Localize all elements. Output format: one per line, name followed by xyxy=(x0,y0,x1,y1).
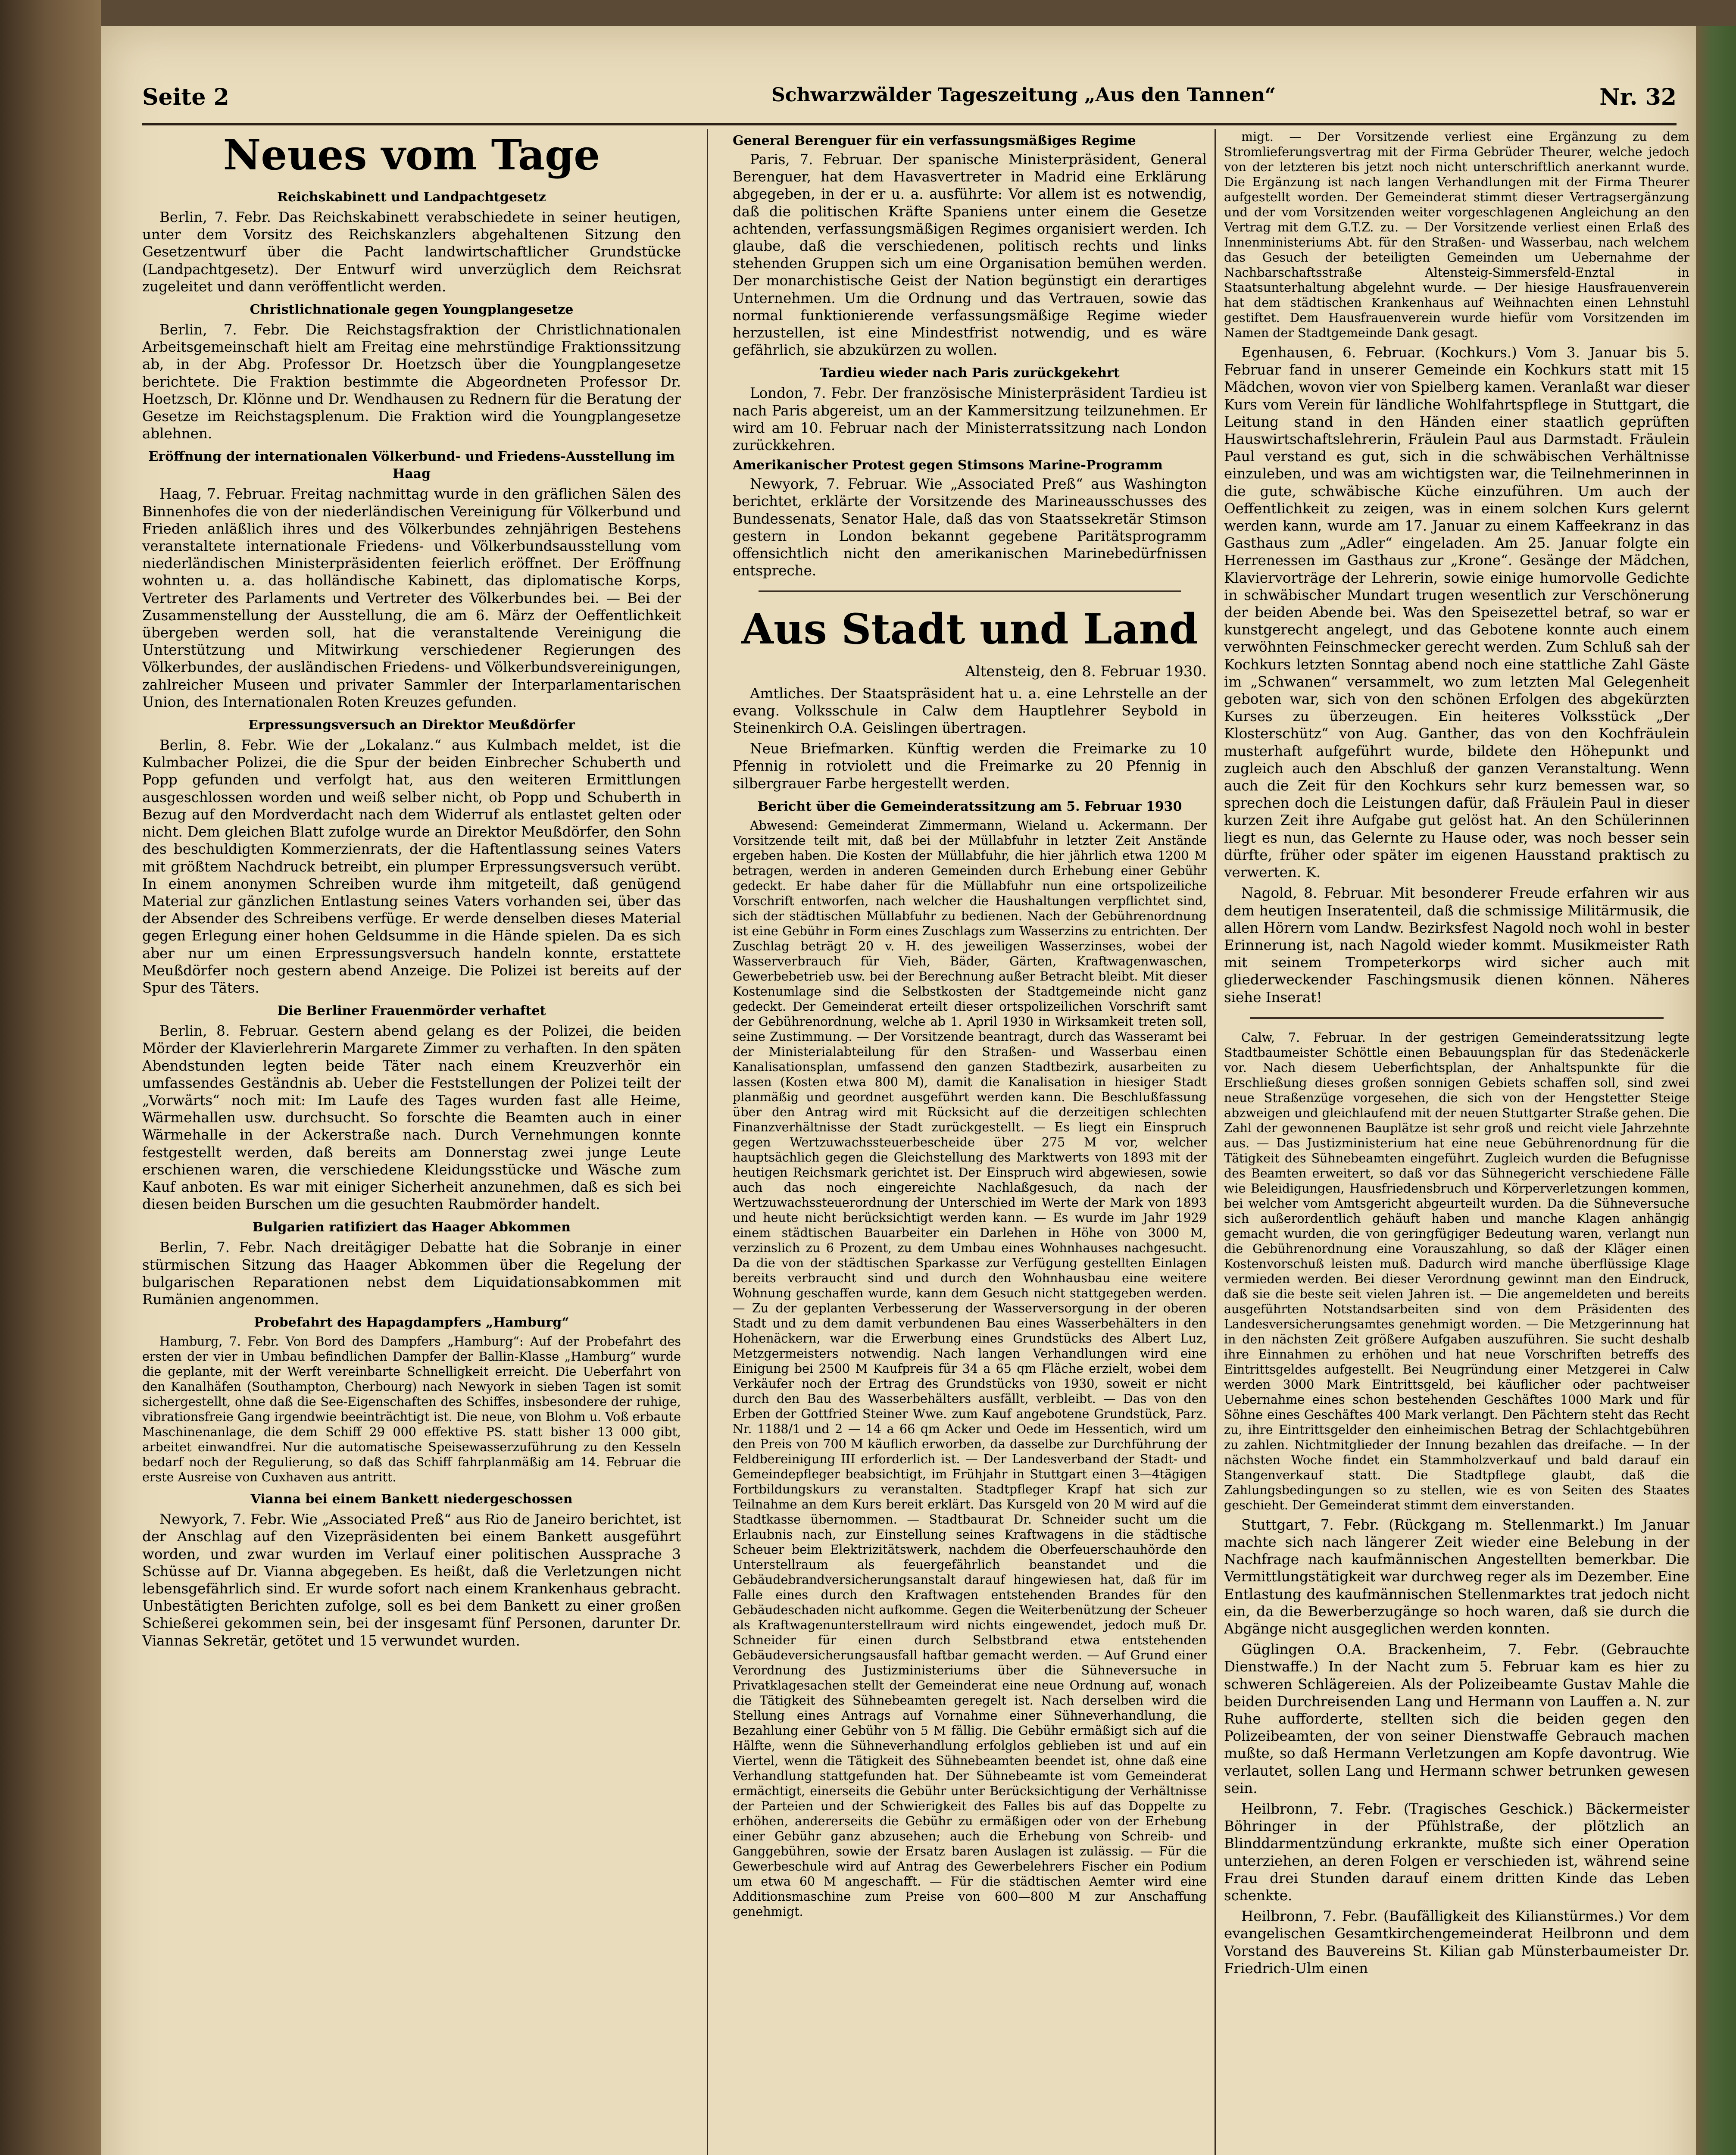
article-text: Berlin, 8. Febr. Wie der „Lokalanz.“ aus Kulmbach meldet, ist die Kulmbacher Polizei, die die Spur der beiden Einbrecher Schuberth und Popp gefunden und verfolgt hat, aus den weiteren Ermittlungen ausgeschlossen worden und weiß selber nicht, ob Popp und Schuberth in Bezug auf den Mordverdacht nach dem Widerruf als entlastet gelten oder nicht. Dem gleichen Blatt zufolge wurde an Direktor Meußdörfer, den Sohn des beschuldigten Kommerzienrats, der die Haftentlassung seines Vaters mit größtem Nachdruck betreibt, ein plumper Erpressungsversuch verübt. In einem anonymen Schreiben wurde ihm mitgeteilt, daß genügend Material zur gänzlichen Entlastung seines Vaters vorhanden sei, über das der Absender des Schreibens verfüge. Er werde denselben dieses Material gegen Erlegung einer hohen Geldsumme in die Hände spielen. Da es sich aber nur um einen Erpressungsversuch handeln konnte, erstattete Meußdörfer noch gestern abend Anzeige. Die Polizei ist bereits auf der Spur des Täters. xyxy=(142,737,681,996)
article-text: Paris, 7. Februar. Der spanische Ministerpräsident, General Berenguer, hat dem Havasvertreter in Madrid eine Erklärung abgegeben, in der er u. a. ausführte: Vor allem ist es notwendig, daß die politischen Kräfte Spaniens unter einem die Gesetze achtenden, verfassungsmäßigen Regimes organisiert werden. Ich glaube, daß die verschiedenen, politisch rechts und links stehenden Gruppen sich um eine Organisation bemühen werden. Der monarchistische Geist der Nation begünstigt ein derartiges Unternehmen. Um die Ordnung und das Vertrauen, sowie das normal funktionierende verfassungsmäßige Regime wieder herzustellen, ist eine Mindestfrist notwendig, und es wäre gefährlich, sie abzukürzen zu wollen. xyxy=(733,151,1207,359)
column-2 xyxy=(733,129,1207,2155)
dateline: Altensteig, den 8. Februar 1930. xyxy=(965,663,1207,681)
article-text: Hamburg, 7. Febr. Von Bord des Dampfers „Hamburg“: Auf der Probefahrt des ersten der vier in Umbau befindlichen Dampfer der Ballin-Klasse „Hamburg“ wurde die geplante, mit der Werft vereinbarte Schnelligkeit erreicht. Die Ueberfahrt von den Kanalhäfen (Southampton, Cherbourg) nach Newyork in sieben Tagen ist somit sichergestellt, ohne daß die See-Eigenschaften des Schiffes, insbesondere der ruhige, vibrationsfreie Gang irgendwie beeinträchtigt ist. Die neue, von Blohm u. Voß erbaute Maschinenanlage, die dem Schiff 29 000 effektive PS. statt bisher 13 000 gibt, arbeitet einwandfrei. Nur die automatische Speisewasserzuführung zu den Kesseln bedarf noch der Regulierung, so daß das Schiff fahrplanmäßig am 14. Februar die erste Ausreise von Cuxhaven aus antritt. xyxy=(142,1334,681,1485)
section-divider xyxy=(759,590,1181,592)
article-text: Berlin, 7. Febr. Das Reichskabinett verabschiedete in seiner heutigen, unter dem Vorsitz des Reichskanzlers abgehaltenen Sitzung den Gesetzentwurf über die Pacht landwirtschaftlicher Grundstücke (Landpachtgesetz). Der Entwurf wird unverzüglich dem Reichsrat zugeleitet und dann veröffentlicht werden. xyxy=(142,209,681,295)
article-text: Güglingen O.A. Brackenheim, 7. Febr. (Gebrauchte Dienstwaffe.) In der Nacht zum 5. Februar kam es hier zu schweren Schlägereien. Als der Polizeibeamte Gustav Mahle die beiden Durchreisenden Lang und Hermann von Lauffen a. N. zur Ruhe aufforderte, stellten sich die beiden gegen den Polizeibeamten, der von seiner Dienstwaffe Gebrauch machen mußte, so daß Hermann Verletzungen am Kopfe davontrug. Wie verlautet, sollen Lang und Hermann schwer betrunken gewesen sein. xyxy=(1224,1641,1689,1796)
article-heading: Christlichnationale gegen Youngplangesetze xyxy=(250,302,574,318)
issue-number: Nr. 32 xyxy=(1599,84,1677,110)
article-text: Nagold, 8. Februar. Mit besonderer Freude erfahren wir aus dem heutigen Inseratenteil, daß die schmissige Militärmusik, die allen Hörern vom Landw. Bezirksfest Nagold noch wohl in bester Erinnerung ist, nach Nagold wieder kommt. Musikmeister Rath mit seinem Trompeterkorps wird sicher auch mit gliederweckender Faschingsmusik dienen können. Näheres siehe Inserat! xyxy=(1224,885,1689,1006)
section-title-news: Neues vom Tage xyxy=(223,131,600,179)
page-label: Seite 2 xyxy=(142,84,229,110)
article-text: Stuttgart, 7. Febr. (Rückgang m. Stellenmarkt.) Im Januar machte sich nach längerer Zeit wieder eine Belebung in der Nachfrage nach kaufmännischen Angestellten bemerkbar. Die Vermittlungstätigkeit war durchweg reger als im Dezember. Eine Entlastung des kaufmännischen Stellenmarktes trat jedoch nicht ein, da die Bewerberzugänge so hoch waren, daß sie durch die Abgänge nicht ausgeglichen werden konnten. xyxy=(1224,1516,1689,1637)
article-text: Newyork, 7. Februar. Wie „Associated Preß“ aus Washington berichtet, erklärte der Vorsitzende des Marineausschusses des Bundessenats, Senator Hale, daß das von Staatssekretär Stimson gestern in London bekannt gegebene Paritätsprogramm offensichtlich nicht den amerikanischen Marinebedürfnissen entspreche. xyxy=(733,476,1207,579)
article-text: Egenhausen, 6. Februar. (Kochkurs.) Vom 3. Januar bis 5. Februar fand in unserer Gemeinde ein Kochkurs statt mit 15 Mädchen, wovon vier von Spielberg kamen. Veranlaßt war dieser Kurs vom Verein für ländliche Wohlfahrtspflege in Stuttgart, die Leitung stand in den Händen einer staatlich geprüften Hauswirtschaftslehrerin, Fräulein Paul aus Darmstadt. Fräulein Paul verstand es gut, sich in die schwäbischen Verhältnisse einzuleben, und was am wichtigsten war, die Teilnehmerinnen in die gute, schwäbische Küche einzuführen. Um auch der Oeffentlichkeit zu zeigen, was in einem solchen Kurs gelernt werden kann, wurde am 17. Januar zu einem Kaffeekranz in das Gasthaus zum „Adler“ eingeladen. Am 25. Januar folgte ein Herrenessen im Gasthaus zur „Krone“. Gesänge der Mädchen, Klaviervorträge der Lehrerin, sowie einige humorvolle Gedichte in schwäbischer Mundart trugen wesentlich zur Verschönerung der beiden Abende bei. Was den Speisezettel betraf, so war er kunstgerecht angelegt, und das Gebotene konnte auch einem verwöhnten Feinschmecker gerecht werden. Zum Schluß sah der Kochkurs letzten Sonntag abend noch eine stattliche Zahl Gäste im „Schwanen“ versammelt, wo zum letzten Mal Gelegenheit geboten war, sich von den schönen Erfolgen des abgekürzten Kurses zu überzeugen. Ein heiteres Volksstück „Der Klosterschütz“ von Aug. Ganther, das von den Kochfräulein musterhaft aufgeführt wurde, bildete den Höhepunkt und zugleich auch den Abschluß der ganzen Veranstaltung. Wenn auch die Zeit für den Kochkurs sehr kurz bemessen war, so sprechen doch die Leistungen dafür, daß Fräulein Paul in dieser kurzen Zeit ihre Aufgabe gut gelöst hat. An den Schülerinnen liegt es nun, das Gelernte zu Hause oder, was noch besser sein dürfte, früher oder später im eigenen Hausstand praktisch zu verwerten. K. xyxy=(1224,344,1689,881)
article-heading: Bericht über die Gemeinderatssitzung am 5. Februar 1930 xyxy=(757,799,1182,814)
article-text: Berlin, 7. Febr. Die Reichstagsfraktion der Christlichnationalen Arbeitsgemeinschaft hielt am Freitag eine mehrstündige Fraktionssitzung ab, in der Abg. Professor Dr. Hoetzsch über die Youngplangesetze berichtete. Die Fraktion bestimmte die Abgeordneten Professor Dr. Hoetzsch, Dr. Klönne und Dr. Wendhausen zu Rednern für die Beratung der Gesetze im Reichstagsplenum. Die Fraktion wird die Youngplangesetze ablehnen. xyxy=(142,322,681,442)
article-heading: Probefahrt des Hapagdampfers „Hamburg“ xyxy=(254,1315,569,1330)
article-text: Neue Briefmarken. Künftig werden die Freimarke zu 10 Pfennig in rotviolett und die Freimarke zu 20 Pfennig in silbergrauer Farbe hergestellt werden. xyxy=(733,740,1207,792)
article-heading: Erpressungsversuch an Direktor Meußdörfer xyxy=(248,718,575,733)
article-text: Heilbronn, 7. Febr. (Baufälligkeit des Kilianstürmes.) Vor dem evangelischen Gesamtkirchengemeinderat Heilbronn und dem Vorstand des Bauvereins St. Kilian gab Münsterbaumeister Dr. Friedrich-Ulm einen xyxy=(1224,1908,1689,1977)
column-separator xyxy=(1215,129,1216,2155)
article-text: migt. — Der Vorsitzende verliest eine Ergänzung zu dem Stromlieferungsvertrag mit der Firma Gebrüder Theurer, welche jedoch von der letzteren bis jetzt noch nicht unterschriftlich anerkannt wurde. Die Ergänzung ist nach langen Verhandlungen mit der Firma Theurer aufgestellt worden. Der Gemeinderat stimmt dieser Vertragsergänzung und der vom Vorsitzenden weiter vorgeschlagenen Angleichung an den Vertrag mit dem G.T.Z. zu. — Der Vorsitzende verliest einen Erlaß des Innenministeriums Abt. für den Straßen- und Wasserbau, nach welchem das Gesuch der beteiligten Gemeinden um Uebernahme der Nachbarschaftsstraße Altensteig-Simmersfeld-Enztal in Staatsunterhaltung abgelehnt wurde. — Der hiesige Hausfrauenverein hat dem städtischen Krankenhaus auf Weihnachten einen Lehnstuhl gestiftet. Dem Hausfrauenverein wurde hiefür vom Vorsitzenden im Namen der Stadtgemeinde Dank gesagt. xyxy=(1224,130,1689,340)
section-title-local: Aus Stadt und Land xyxy=(741,605,1198,654)
article-text: Haag, 7. Februar. Freitag nachmittag wurde in den gräflichen Sälen des Binnenhofes die von der niederländischen Vereinigung für Völkerbund und Frieden anläßlich ihres und des Völkerbundes zehnjährigen Bestehens veranstaltete internationale Friedens- und Völkerbundsausstellung vom niederländischen Ministerpräsidenten feierlich eröffnet. Der Eröffnung wohnten u. a. das holländische Kabinett, das diplomatische Korps, Vertreter des Parlaments und Vertreter des Völkerbundes bei. — Bei der Zusammenstellung der Ausstellung, die am 6. März der Oeffentlichkeit übergeben werden soll, hat die veranstaltende Vereinigung die Unterstützung und Mitwirkung verschiedener Regierungen des Völkerbundes, der ausländischen Friedens- und Völkerbundsvereinigungen, zahlreicher Museen und privater Sammler der Interparlamentarischen Union, des Internationalen Roten Kreuzes gefunden. xyxy=(142,486,681,710)
article-text: Abwesend: Gemeinderat Zimmermann, Wieland u. Ackermann. Der Vorsitzende teilt mit, daß bei der Müllabfuhr in letzter Zeit Anstände ergeben haben. Die Kosten der Müllabfuhr, die hier jährlich etwa 1200 M betragen, werden in anderen Gemeinden durch Erhebung einer Gebühr gedeckt. Er habe daher für die Müllabfuhr nun eine ortspolizeiliche Vorschrift entworfen, nach welcher die Haushaltungen verpflichtet sind, sich der städtischen Müllabfuhr zu bedienen. Nach der Gebührenordnung ist eine Gebühr in Form eines Zuschlags zum Wasserzins zu entrichten. Der Zuschlag beträgt 20 v. H. des jeweiligen Wasserzinses, wobei der Wasserverbrauch für Vieh, Bäder, Gärten, Kraftwagenwaschen, Gewerbebetrieb usw. bei der Berechnung außer Betracht bleibt. Mit dieser Kostenumlage sind die Selbstkosten der Stadtgemeinde nicht ganz gedeckt. Der Gemeinderat erteilt dieser ortspolizeilichen Vorschrift samt der Gebührenordnung, welche ab 1. April 1930 in Wirksamkeit treten soll, seine Zustimmung. — Der Vorsitzende beantragt, durch das Wasseramt bei der Ministerialabteilung für den Straßen- und Wasserbau einen Kanalisationsplan, umfassend den ganzen Stadtbezirk, ausarbeiten zu lassen (Kosten etwa 800 M), damit die Kanalisation in hiesiger Stadt planmäßig und geordnet ausgeführt werden kann. Die Beschlußfassung über den Antrag wird mit Rücksicht auf die derzeitigen schlechten Finanzverhältnisse der Stadt zurückgestellt. — Es liegt ein Einspruch gegen Wertzuwachssteuerbescheide über 275 M vor, welcher hauptsächlich gegen die Gleichstellung des Marktwerts von 1893 mit der heutigen Reichsmark gerichtet ist. Der Einspruch wird abgewiesen, sowie auch das noch eingereichte Nachlaßgesuch, da nach der Wertzuwachssteuerordnung der Unterschied im Werte der Mark von 1893 und heute nicht berücksichtigt werden kann. — Es wurde im Jahr 1929 einem städtischen Bauarbeiter ein Darlehen in Höhe von 3000 M, verzinslich zu 6 Prozent, zu dem Umbau eines Wohnhauses nachgesucht. Da die von der städtischen Sparkasse zur Verfügung gestellten Einlagen bereits verbraucht sind und durch den Wohnhausbau eine weitere Wohnung geschaffen wurde, kann dem Gesuch nicht stattgegeben werden. — Zu der geplanten Verbesserung der Wasserversorgung in der oberen Stadt und zu dem damit verbundenen Bau eines Wasserbehälters in den Hohenäckern, war die Erwerbung eines Grundstücks des Albert Luz, Metzgermeisters notwendig. Nach langen Verhandlungen wird eine Einigung bei 2500 M Kaufpreis für 34 a 65 qm Fläche erzielt, wobei dem Verkäufer noch der Ertrag des Grundstücks von 1930, soweit er nicht durch den Bau des Wasserbehälters ausfällt, verbleibt. — Das von den Erben der Gottfried Steiner Wwe. zum Kauf angebotene Grundstück, Parz. Nr. 1188/1 und 2 — 14 a 66 qm Acker und Oede im Hessentich, wird um den Preis von 700 M käuflich erworben, da dasselbe zur Durchführung der Feldbereinigung III erforderlich ist. — Der Landesverband der Stadt- und Gemeindepfleger beabsichtigt, im Frühjahr in Stuttgart einen 3—4tägigen Fortbildungskurs zu veranstalten. Stadtpfleger Krapf hat sich zur Teilnahme an dem Kurs bereit erklärt. Das Kursgeld von 20 M wird auf die Stadtkasse übernommen. — Stadtbaurat Dr. Schneider sucht um die Erlaubnis nach, zur Einstellung seines Kraftwagens in die städtische Scheuer beim Elektrizitätswerk, nachdem die Oberfeuerschauhörde den Unterstellraum als feuergefährlich beanstandet und die Gebäudebrandversicherungsanstalt darauf hingewiesen hat, daß für im Falle eines durch den Kraftwagen entstehenden Brandes für den Gebäudeschaden nicht aufkomme. Gegen die Weiterbenützung der Scheuer als Kraftwagenunterstellraum wird nichts eingewendet, jedoch muß Dr. Schneider für einen durch Selbstbrand etwa entstehenden Gebäudeversicherungsausfall haftbar gemacht werden. — Auf Grund einer Verordnung des Justizministeriums über die Sühneversuche in Privatklagesachen stellt der Gemeinderat eine neue Ordnung auf, wonach die Tätigkeit des Sühnebeamten geregelt ist. Nach derselben wird die Stellung eines Antrags auf Vornahme einer Sühneverhandlung, die Bezahlung einer Gebühr von 5 M fällig. Die Gebühr ermäßigt sich auf die Hälfte, wenn die Sühneverhandlung erfolglos geblieben ist und auf ein Viertel, wenn die Tätigkeit des Sühnebeamten beendet ist, ohne daß eine Verhandlung stattgefunden hat. Der Sühnebeamte ist vom Gemeinderat ermächtigt, einerseits die Gebühr unter Berücksichtigung der Verhältnisse der Parteien und der Schwierigkeit des Falles bis auf das Doppelte zu erhöhen, andererseits die Gebühr zu ermäßigen oder von der Erhebung einer Gebühr ganz abzusehen; auch die Erhebung von Schreib- und Ganggebühren, sowie der Ersatz baren Auslagen ist zulässig. — Für die Gewerbeschule wird auf Antrag des Gewerbelehrers Fischer ein Podium um etwa 60 M angeschafft. — Für die städtischen Aemter wird eine Additionsmaschine zum Preise von 600—800 M zur Anschaffung genehmigt. xyxy=(733,818,1207,1919)
running-head xyxy=(142,80,1677,123)
section-divider xyxy=(1250,1017,1664,1019)
header-rule xyxy=(142,123,1677,125)
article-heading: Die Berliner Frauenmörder verhaftet xyxy=(277,1003,546,1019)
article-text: Berlin, 8. Februar. Gestern abend gelang es der Polizei, die beiden Mörder der Klavierlehrerin Margarete Zimmer zu verhaften. In den späten Abendstunden legten beide Täter nach einem Kreuzverhör ein umfassendes Geständnis ab. Ueber die Feststellungen der Polizei teilt der „Vorwärts“ noch mit: Im Laufe des Tages wurden fast alle Heime, Wärmehallen usw. durchsucht. So forschte die Beamten auch in einer Wärmehalle in der Ackerstraße nach. Durch Vernehmungen konnte festgestellt werden, daß bereits am Donnerstag zwei junge Leute erschienen waren, die verschiedene Kleidungsstücke und Wäsche zum Kauf anboten. Es war mit einiger Sicherheit anzunehmen, daß es sich bei diesen beiden Burschen um die gesuchten Raubmörder handelt. xyxy=(142,1023,681,1213)
column-separator xyxy=(707,129,708,2155)
newspaper-title: Schwarzwälder Tageszeitung „Aus den Tannen“ xyxy=(771,84,1276,106)
article-heading: Vianna bei einem Bankett niedergeschossen xyxy=(250,1492,573,1507)
article-text: Calw, 7. Februar. In der gestrigen Gemeinderatssitzung legte Stadtbaumeister Schöttle einen Bebauungsplan für das Stedenäckerle vor. Nach diesem Ueberfichtsplan, der Anhaltspunkte für die Erschließung dieses großen sonnigen Gebiets schaffen soll, sind zwei neue Straßenzüge vorgesehen, die sich von der Hengstetter Steige abzweigen und gleichlaufend mit der neuen Stuttgarter Straße gehen. Die Zahl der gewonnenen Bauplätze ist sehr groß und reicht viele Jahrzehnte aus. — Das Justizministerium hat eine neue Gebührenordnung für die Tätigkeit des Sühnebeamten eingeführt. Zugleich wurden die Befugnisse des Beamten erweitert, so daß vor das Sühnegericht verschiedene Fälle wie Beleidigungen, Hausfriedensbruch und Körperverletzungen kommen, bei welcher vom Amtsgericht abgeurteilt wurden. Da die Sühneversuche sich außerordentlich gehäuft haben und manche Klagen anhängig gemacht wurden, die von geringfügiger Bedeutung waren, verlangt nun die Gebührenordnung eine Vorauszahlung, so daß der Kläger einen Kostenvorschuß leisten muß. Dadurch wird manche überflüssige Klage vermieden werden. Bei dieser Verordnung gewinnt man den Eindruck, daß sie die beste seit vielen Jahren ist. — Die angemeldeten und bereits ausgeführten Notstandsarbeiten sind von dem Präsidenten des Landesversicherungsamtes genehmigt worden. — Die Metzgerinnung hat in den nächsten Zeit größere Aufgaben auszuführen. Sie sucht deshalb ihre Einnahmen zu erhöhen und hat neue Vorschriften betreffs des Eintrittsgeldes aufgestellt. Bei Neugründung einer Metzgerei in Calw werden 3000 Mark Eintrittsgeld, bei käuflicher oder pachtweiser Uebernahme eines schon bestehenden Geschäftes 1000 Mark und für Söhne eines Geschäftes 400 Mark verlangt. Den Pächtern steht das Recht zu, ihre Eintrittsgelder den einheimischen Betrag der Schlachtgebühren zu zahlen. Nichtmitglieder der Innung bezahlen das dreifache. — In der nächsten Woche findet ein Stammholzverkauf und bald darauf ein Stangenverkauf statt. Die Stadtpflege glaubt, daß die Zahlungsbedingungen so zu stellen, wie es von Seiten des Staates geschieht. Der Gemeinderat stimmt dem einverstanden. xyxy=(1224,1030,1689,1512)
article-text: Berlin, 7. Febr. Nach dreitägiger Debatte hat die Sobranje in einer stürmischen Sitzung das Haager Abkommen über die Regelung der bulgarischen Reparationen nebst dem Liquidationsabkommen mit Rumänien angenommen. xyxy=(142,1239,681,1308)
article-text: Heilbronn, 7. Febr. (Tragisches Geschick.) Bäckermeister Böhringer in der Pfühlstraße, der plötzlich an Blinddarmentzündung erkrankte, mußte sich einer Operation unterziehen, an deren Folgen er verschieden ist, während seine Frau drei Stunden darauf einem dritten Kinde das Leben schenkte. xyxy=(1224,1800,1689,1904)
article-heading: Bulgarien ratifiziert das Haager Abkommen xyxy=(252,1220,571,1235)
article-text: Newyork, 7. Febr. Wie „Associated Preß“ aus Rio de Janeiro berichtet, ist der Anschlag auf den Vizepräsidenten bei einem Bankett ausgeführt worden, und zwar wurden im Verlauf einer politischen Aussprache 3 Schüsse auf Dr. Vianna abgegeben. Es heißt, daß die Verletzungen nicht lebensgefährlich sind. Er wurde sofort nach einem Krankenhaus gebracht. Unbestätigten Berichten zufolge, soll es bei dem Bankett zu einer großen Schießerei gekommen sein, bei der insgesamt fünf Personen, darunter Dr. Viannas Sekretär, getötet und 15 verwundet wurden. xyxy=(142,1511,681,1649)
book-binding xyxy=(0,0,101,2155)
column-1 xyxy=(142,129,681,2155)
article-text: London, 7. Febr. Der französische Ministerpräsident Tardieu ist nach Paris abgereist, um an der Kammersitzung teilzunehmen. Er wird am 10. Februar nach der Ministerratssitzung nach London zurückkehren. xyxy=(733,385,1207,454)
article-text: Amtliches. Der Staatspräsident hat u. a. eine Lehrstelle an der evang. Volksschule in Calw dem Hauptlehrer Seybold in Steinenkirch O.A. Geislingen übertragen. xyxy=(733,685,1207,737)
article-heading: Reichskabinett und Landpachtgesetz xyxy=(277,190,546,205)
column-3 xyxy=(1224,129,1689,2155)
page-edge xyxy=(1696,26,1736,2155)
article-heading: General Berenguer für ein verfassungsmäßiges Regime xyxy=(733,133,1136,148)
article-heading: Tardieu wieder nach Paris zurückgekehrt xyxy=(820,365,1120,381)
article-heading: Eröffnung der internationalen Völkerbund- und Friedens-Ausstellung im Haag xyxy=(148,449,675,482)
article-heading: Amerikanischer Protest gegen Stimsons Marine-Programm xyxy=(733,458,1163,473)
